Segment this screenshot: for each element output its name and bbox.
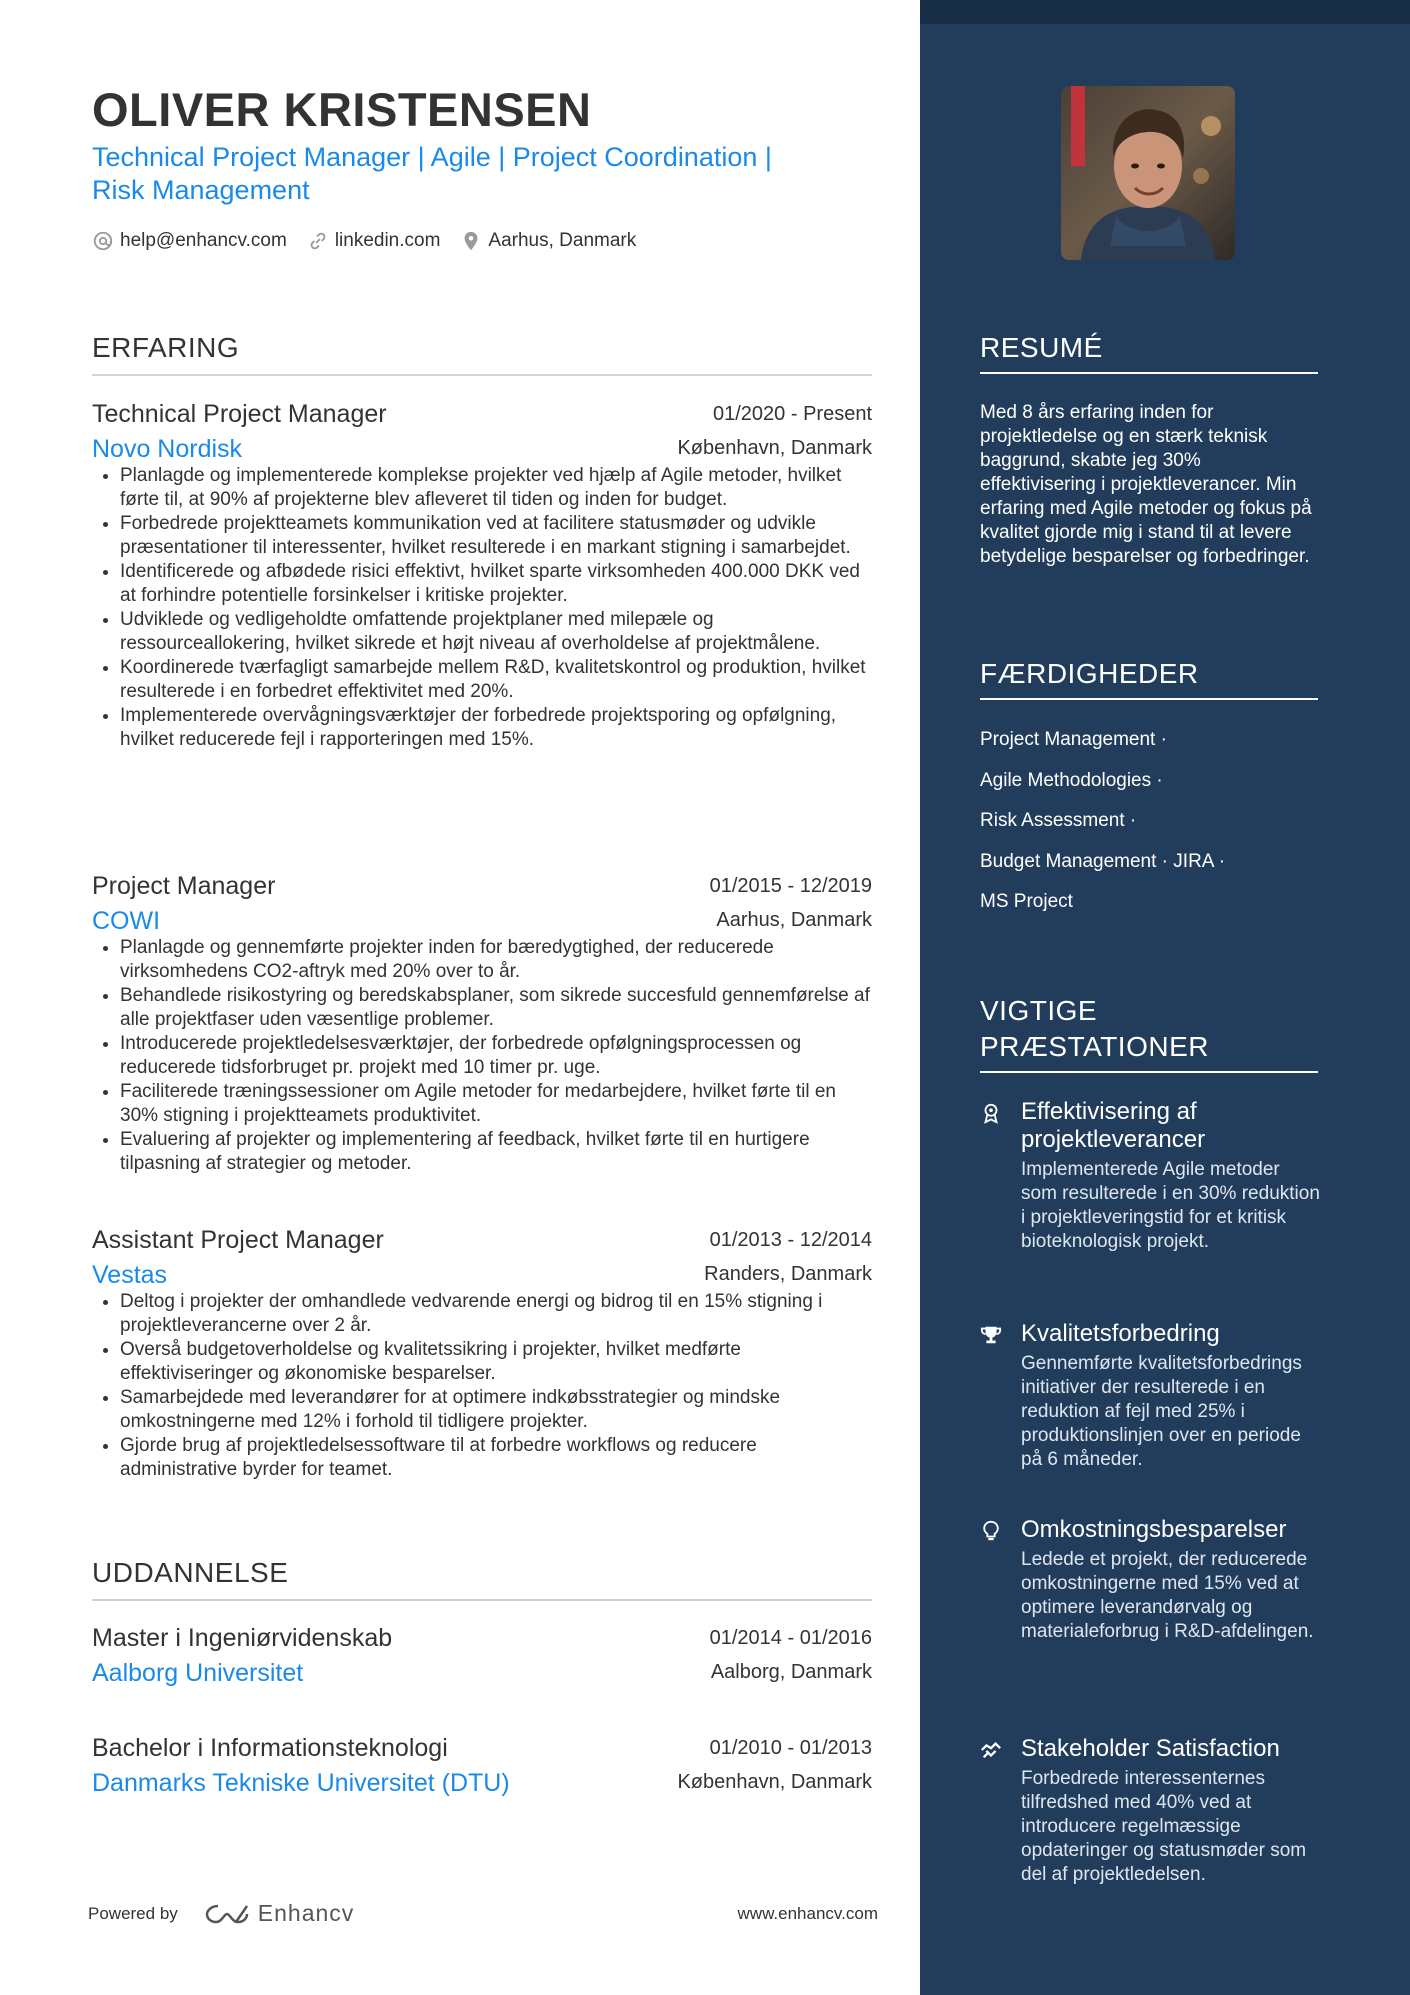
achievement-desc: Implementerede Agile metoder som resulterede i en 30% reduktion i projektleveringstid for et kritisk bioteknologisk projekt. [1021, 1159, 1320, 1252]
job-dates: 01/2020 - Present [713, 403, 872, 425]
footer [88, 1900, 878, 1927]
linkedin-text: linkedin.com [334, 230, 441, 251]
profile-photo [1061, 86, 1235, 260]
summary-section-title: RESUMÉ [980, 330, 1318, 374]
achievements-section-title: VIGTIGE PRÆSTATIONER [980, 993, 1318, 1073]
footer-url[interactable]: www.enhancv.com [737, 1903, 878, 1923]
job-bullets [92, 1290, 872, 1482]
experience-entry [92, 872, 872, 1176]
achievement-desc: Forbedrede interessenternes tilfredshed med 40% ved at introducere regelmæssige opdateringer og statusmøder som del af projektledelsen. [1021, 1768, 1307, 1885]
footer-brand[interactable] [88, 1900, 354, 1927]
lightbulb-icon [980, 1520, 1002, 1542]
contact-email[interactable] [92, 230, 287, 252]
bullet-item: • Deltog i projekter der omhandlede vedvarende energi og bidrog til en 15% stigning i projektleverancerne over 2 år. [120, 1290, 872, 1338]
at-icon [92, 230, 114, 252]
achievement-item [980, 1516, 1320, 1644]
job-dates: 01/2015 - 12/2019 [709, 875, 872, 897]
bullet-item: • Udviklede og vedligeholdte omfattende projektplaner med milepæle og ressourceallokering, hvilket sikrede et højt niveau af overholdelse af projektmålene. [120, 608, 872, 656]
contact-bar [92, 230, 656, 252]
education-degree: Master i Ingeniørvidenskab [92, 1624, 393, 1652]
bullet-item: • Evaluering af projekter og implementering af feedback, hvilket førte til en hurtigere tilpasning af strategier og metoder. [120, 1128, 872, 1176]
skills-list [980, 728, 1320, 931]
education-entry [92, 1734, 872, 1798]
bullet-item: • Planlagde og implementerede komplekse projekter ved hjælp af Agile metoder, hvilket førte til, at 90% af projekterne blev afleveret til tiden og inden for budget. [120, 464, 872, 512]
education-dates: 01/2010 - 01/2013 [709, 1737, 872, 1759]
achievement-title: Effektivisering af projektleverancer [1021, 1098, 1206, 1153]
trophy-icon [980, 1324, 1002, 1346]
job-location: København, Danmark [677, 437, 872, 459]
medal-icon [980, 1102, 1002, 1124]
achievement-title: Omkostningsbesparelser [1021, 1516, 1287, 1543]
powered-by-label: Powered by [88, 1903, 178, 1923]
brand-name: Enhancv [257, 1900, 355, 1926]
skills-section-title: FÆRDIGHEDER [980, 656, 1318, 700]
handshake-icon [980, 1739, 1002, 1761]
bullet-item: • Gjorde brug af projektledelsessoftware til at forbedre workflows og reducere administrative byrder for teamet. [120, 1434, 872, 1482]
experience-entry [92, 1226, 872, 1482]
achievement-item [980, 1098, 1320, 1254]
education-degree: Bachelor i Informationsteknologi [92, 1734, 448, 1762]
bullet-item: • Overså budgetoverholdelse og kvalitetssikring i projekter, hvilket medførte effektiviseringer og økonomiske besparelser. [120, 1338, 872, 1386]
achievement-desc: Ledede et projekt, der reducerede omkostningerne med 15% ved at optimere leverandørvalg og materialeforbrug i R&D-afdelingen. [1021, 1549, 1314, 1642]
bullet-item: • Implementerede overvågningsværktøjer der forbedrede projektsporing og opfølgning, hvilket reducerede fejl i rapporteringen med 15%. [120, 704, 872, 752]
skill-item: Project Management · [980, 729, 1167, 750]
skill-item: Risk Assessment · [980, 810, 1137, 831]
job-location: Aarhus, Danmark [716, 909, 872, 931]
contact-linkedin[interactable] [307, 230, 441, 252]
summary-text: Med 8 års erfaring inden for projektledelse og en stærk teknisk baggrund, skabte jeg 30% effektivisering i projektleverancer. Min erfaring med Agile metoder og fokus på kvalitet gjorde mig i stand til at levere betydelige besparelser og forbedringer. [980, 402, 1312, 567]
job-role: Technical Project Manager [92, 400, 387, 428]
education-section-title: UDDANNELSE [92, 1557, 872, 1601]
achievement-title: Kvalitetsforbedring [1021, 1320, 1220, 1347]
achievement-item [980, 1320, 1320, 1472]
achievement-item [980, 1735, 1320, 1887]
bullet-item: • Behandlede risikostyring og beredskabsplaner, som sikrede succesfuld gennemførelse af alle projektfaser uden væsentlige problemer. [120, 984, 872, 1032]
skill-item: MS Project [980, 891, 1073, 912]
job-bullets [92, 464, 872, 752]
education-school[interactable]: Danmarks Tekniske Universitet (DTU) [92, 1769, 510, 1797]
education-school[interactable]: Aalborg Universitet [92, 1659, 304, 1687]
experience-section-title: ERFARING [92, 332, 872, 376]
skill-item: Budget Management · JIRA · [980, 850, 1226, 872]
location-pin-icon [460, 230, 482, 252]
bullet-item: • Faciliterede træningssessioner om Agile metoder for medarbejdere, hvilket førte til en 30% stigning i projektteamets produktivitet. [120, 1080, 872, 1128]
link-icon [307, 230, 329, 252]
job-role: Project Manager [92, 872, 276, 900]
job-location: Randers, Danmark [704, 1263, 872, 1285]
education-location: Aalborg, Danmark [710, 1661, 872, 1683]
headline [92, 141, 872, 207]
achievement-title: Stakeholder Satisfaction [1021, 1735, 1280, 1762]
candidate-name: OLIVER KRISTENSEN [92, 83, 592, 136]
education-entry [92, 1624, 872, 1688]
enhancv-logo-icon [204, 1902, 250, 1926]
avatar [1061, 86, 1235, 260]
education-location: København, Danmark [677, 1771, 872, 1793]
bullet-item: • Samarbejdede med leverandører for at optimere indkøbsstrategier og mindske omkostningerne med 12% i forhold til tidligere projekter. [120, 1386, 872, 1434]
education-dates: 01/2014 - 01/2016 [709, 1627, 872, 1649]
sidebar-top-band [920, 0, 1410, 24]
job-company[interactable]: Vestas [92, 1261, 168, 1289]
job-company[interactable]: Novo Nordisk [92, 435, 243, 463]
job-dates: 01/2013 - 12/2014 [709, 1229, 872, 1251]
experience-entry [92, 400, 872, 752]
bullet-item: • Introducerede projektledelsesværktøjer, der forbedrede opfølgningsprocessen og reducerede tidsforbruget pr. projekt med 10 timer pr. uge. [120, 1032, 872, 1080]
headline-line: Risk Management [92, 175, 310, 205]
email-text: help@enhancv.com [120, 230, 287, 251]
contact-location [460, 230, 636, 252]
bullet-item: • Forbedrede projektteamets kommunikation ved at facilitere statusmøder og udvikle præsentationer til interessenter, hvilket resulterede i en markant stigning i samarbejdet. [120, 512, 872, 560]
bullet-item: • Koordinerede tværfagligt samarbejde mellem R&D, kvalitetskontrol og produktion, hvilket resulterede i en forbedret effektivitet med 20%. [120, 656, 872, 704]
location-text: Aarhus, Danmark [488, 230, 637, 251]
job-company[interactable]: COWI [92, 907, 161, 935]
headline-line: Technical Project Manager | Agile | Project Coordination | [92, 142, 772, 172]
skill-item: Agile Methodologies · [980, 769, 1163, 791]
achievement-desc: Gennemførte kvalitetsforbedrings initiativer der resulterede i en reduktion af fejl med 25% i produktionslinjen over en periode på 6 måneder. [1021, 1353, 1302, 1470]
bullet-item: • Identificerede og afbødede risici effektivt, hvilket sparte virksomheden 400.000 DKK ved at forhindre potentielle forsinkelser i kritiske projekter. [120, 560, 872, 608]
bullet-item: • Planlagde og gennemførte projekter inden for bæredygtighed, der reducerede virksomhedens CO2-aftryk med 20% over to år. [120, 936, 872, 984]
job-bullets [92, 936, 872, 1176]
job-role: Assistant Project Manager [92, 1226, 384, 1254]
